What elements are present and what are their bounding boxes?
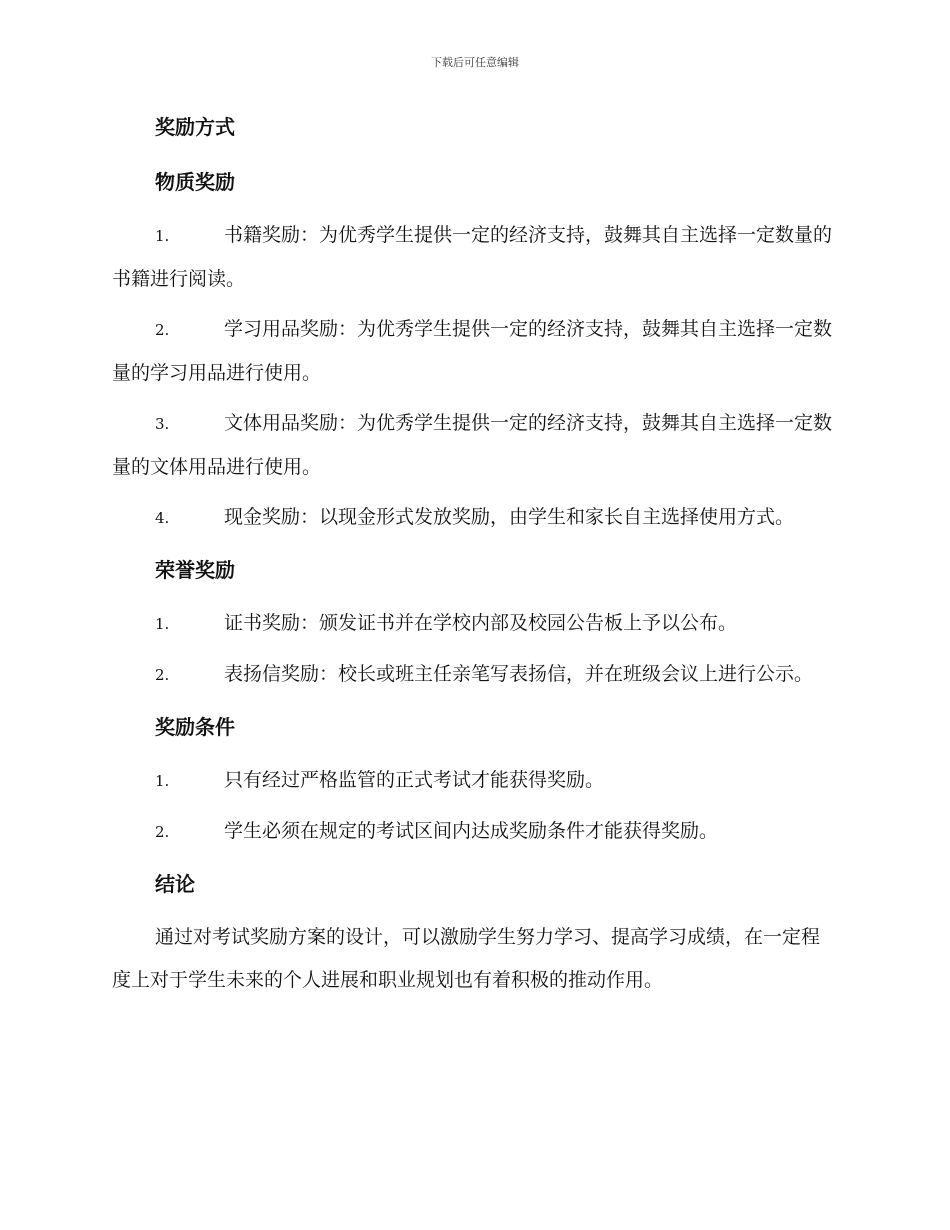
list-number: 3. [155,415,170,433]
list-item [112,759,834,803]
list-text: 书籍奖励：为优秀学生提供一定的经济支持，鼓舞其自主选择一定数量的书籍进行阅读。 [112,224,833,290]
list-number: 2. [155,823,170,841]
list-number: 1. [155,772,170,790]
list-number: 2. [155,321,170,339]
list-text: 证书奖励：颁发证书并在学校内部及校园公告板上予以公布。 [224,612,738,634]
heading-reward-conditions: 奖励条件 [155,715,235,739]
heading-reward-methods: 奖励方式 [155,115,235,139]
list-item [112,496,834,540]
heading-honor-rewards: 荣誉奖励 [155,558,235,582]
list-item [112,308,834,395]
list-text: 表扬信奖励：校长或班主任亲笔写表扬信，并在班级会议上进行公示。 [224,663,814,685]
list-number: 1. [155,615,170,633]
list-item [112,653,834,697]
page-header: 下载后可任意编辑 [431,56,519,69]
document-body [112,112,834,1002]
list-item [112,402,834,489]
list-text: 学习用品奖励：为优秀学生提供一定的经济支持，鼓舞其自主选择一定数量的学习用品进行使用。 [112,318,833,384]
list-number: 4. [155,509,170,527]
list-number: 1. [155,227,170,245]
list-number: 2. [155,666,170,684]
heading-conclusion: 结论 [155,872,195,896]
list-item [112,602,834,646]
list-text: 学生必须在规定的考试区间内达成奖励条件才能获得奖励。 [224,820,719,842]
list-text: 文体用品奖励：为优秀学生提供一定的经济支持，鼓舞其自主选择一定数量的文体用品进行使用。 [112,412,833,478]
heading-material-rewards: 物质奖励 [155,170,235,194]
list-item [112,810,834,854]
list-text: 只有经过严格监管的正式考试才能获得奖励。 [224,769,605,791]
conclusion-paragraph: 通过对考试奖励方案的设计，可以激励学生努力学习、提高学习成绩，在一定程度上对于学生未来的个人进展和职业规划也有着积极的推动作用。 [112,926,821,991]
list-item [112,214,834,301]
list-text: 现金奖励：以现金形式发放奖励，由学生和家长自主选择使用方式。 [224,506,795,528]
